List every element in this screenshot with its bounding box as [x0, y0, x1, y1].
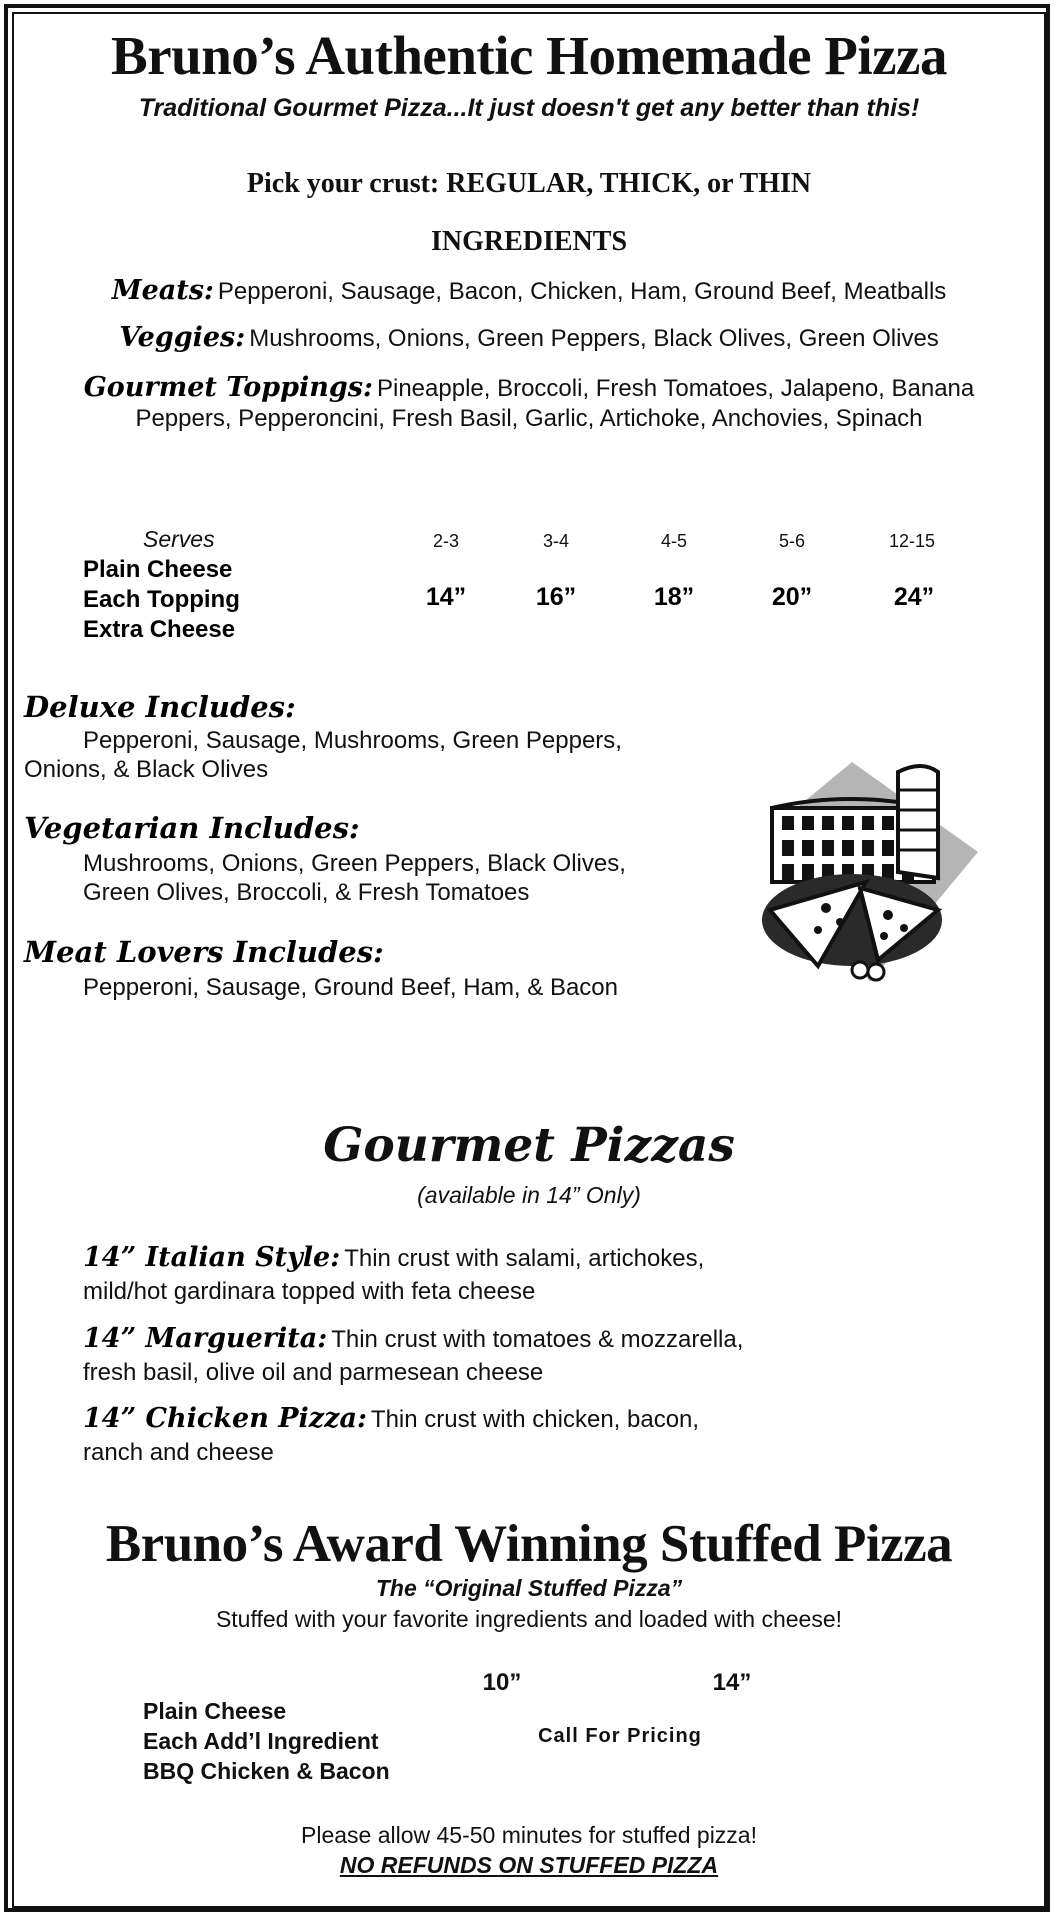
- menu-tagline: Traditional Gourmet Pizza...It just doesn't get any better than this!: [138, 94, 920, 122]
- veggies-label: Veggies:: [119, 322, 246, 353]
- size-row-extra-cheese: Extra Cheese: [83, 616, 236, 643]
- veggies-line: [0, 322, 1058, 353]
- pizza-size: 18”: [653, 583, 695, 611]
- serves-value: 3-4: [542, 531, 569, 551]
- stuffed-pizza-subtitle: The “Original Stuffed Pizza”: [375, 1575, 683, 1601]
- marguerita-desc-2: fresh basil, olive oil and parmesean cheese: [83, 1359, 544, 1386]
- italian-style-desc-1: Thin crust with salami, artichokes,: [344, 1245, 705, 1272]
- stuffed-pizza-description: Stuffed with your favorite ingredients and loaded with cheese!: [215, 1606, 843, 1632]
- stuffed-row-plain-cheese: Plain Cheese: [143, 1698, 287, 1724]
- gourmet-pizzas-note: (available in 14” Only): [417, 1182, 641, 1208]
- size-row-each-topping: Each Topping: [83, 586, 240, 613]
- chicken-pizza-desc-1: Thin crust with chicken, bacon,: [370, 1406, 700, 1433]
- menu-title: Bruno’s Authentic Homemade Pizza: [111, 25, 947, 86]
- marguerita-label: 14” Marguerita:: [83, 1323, 328, 1354]
- italian-style-label: 14” Italian Style:: [83, 1242, 341, 1273]
- stuffed-pizza-time-note: Please allow 45-50 minutes for stuffed pizza!: [301, 1822, 757, 1848]
- serves-value: 5-6: [778, 531, 805, 551]
- gourmet-toppings-list-1: Pineapple, Broccoli, Fresh Tomatoes, Jalapeno, Banana: [376, 375, 975, 402]
- vegetarian-list-1: Mushrooms, Onions, Green Peppers, Black Olives,: [83, 850, 626, 877]
- pizza-size: 16”: [535, 583, 577, 611]
- serves-value: 4-5: [660, 531, 687, 551]
- chicken-pizza-line: [83, 1403, 699, 1434]
- chicken-pizza-desc-2: ranch and cheese: [83, 1439, 274, 1466]
- gourmet-toppings-label: Gourmet Toppings:: [83, 372, 373, 403]
- gourmet-toppings-line: [0, 372, 1058, 403]
- marguerita-desc-1: Thin crust with tomatoes & mozzarella,: [331, 1326, 744, 1353]
- meats-label: Meats:: [111, 275, 214, 306]
- stuffed-row-each-ingredient: Each Add’l Ingredient: [143, 1728, 379, 1754]
- meat-lovers-label: Meat Lovers Includes:: [24, 935, 384, 969]
- stuffed-size: 14”: [712, 1669, 752, 1696]
- stuffed-size: 10”: [482, 1669, 522, 1696]
- colosseum-pizza-icon: [748, 760, 980, 982]
- serves-value: 2-3: [432, 531, 459, 551]
- vegetarian-list-2: Green Olives, Broccoli, & Fresh Tomatoes: [83, 879, 530, 906]
- meats-line: [0, 275, 1058, 306]
- serves-label: Serves: [143, 526, 215, 552]
- stuffed-pizza-title: Bruno’s Award Winning Stuffed Pizza: [105, 1515, 953, 1573]
- meats-list: Pepperoni, Sausage, Bacon, Chicken, Ham, Ground Beef, Meatballs: [217, 278, 947, 305]
- crust-options: Pick your crust: REGULAR, THICK, or THIN: [246, 168, 812, 199]
- pizza-size: 20”: [771, 583, 813, 611]
- size-row-plain-cheese: Plain Cheese: [83, 556, 233, 583]
- marguerita-line: [83, 1323, 743, 1354]
- deluxe-label: Deluxe Includes:: [24, 690, 296, 724]
- pizza-size: 14”: [425, 583, 467, 611]
- deluxe-list-2: Onions, & Black Olives: [24, 756, 269, 783]
- gourmet-pizzas-heading: Gourmet Pizzas: [323, 1118, 735, 1173]
- stuffed-row-bbq-chicken: BBQ Chicken & Bacon: [143, 1758, 390, 1784]
- italian-style-desc-2: mild/hot gardinara topped with feta cheese: [83, 1278, 536, 1305]
- serves-value: 12-15: [888, 531, 936, 551]
- no-refunds-notice: NO REFUNDS ON STUFFED PIZZA: [339, 1852, 719, 1878]
- call-for-pricing: Call For Pricing: [538, 1725, 702, 1747]
- meat-lovers-list: Pepperoni, Sausage, Ground Beef, Ham, & Bacon: [83, 974, 618, 1001]
- pizza-size: 24”: [893, 583, 935, 611]
- deluxe-list-1: Pepperoni, Sausage, Mushrooms, Green Peppers,: [83, 727, 622, 754]
- ingredients-heading: INGREDIENTS: [430, 226, 628, 257]
- italian-style-line: [83, 1242, 704, 1273]
- veggies-list: Mushrooms, Onions, Green Peppers, Black Olives, Green Olives: [249, 325, 939, 352]
- gourmet-toppings-list-2: Peppers, Pepperoncini, Fresh Basil, Garlic, Artichoke, Anchovies, Spinach: [135, 405, 923, 432]
- vegetarian-label: Vegetarian Includes:: [24, 811, 360, 845]
- chicken-pizza-label: 14” Chicken Pizza:: [83, 1403, 367, 1434]
